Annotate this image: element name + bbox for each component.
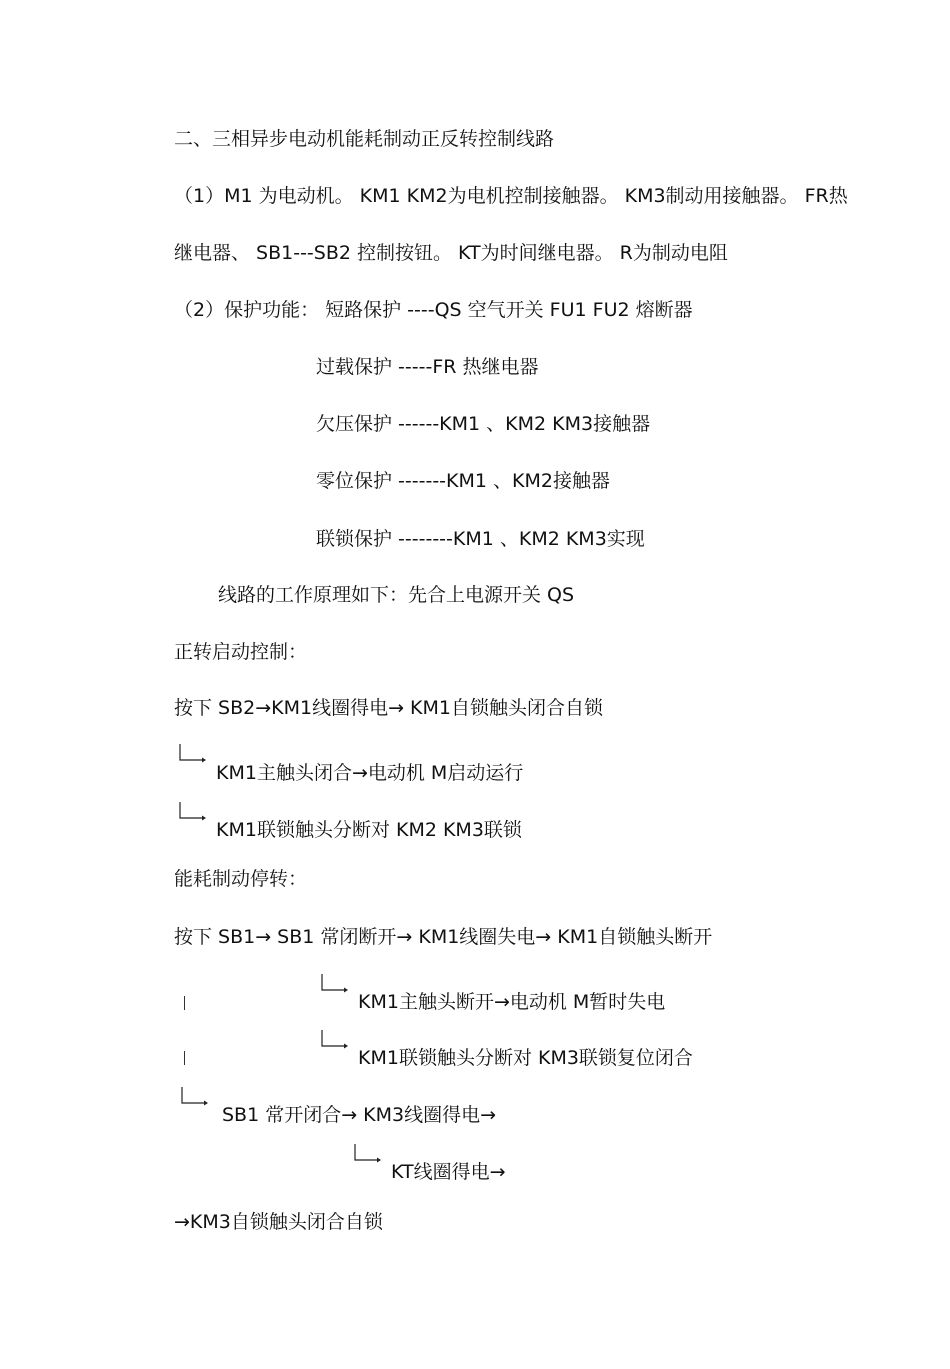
forward-step-1: 按下 SB2→KM1线圈得电→ KM1自锁触头闭合自锁 xyxy=(174,697,603,719)
brake-step-1: 按下 SB1→ SB1 常闭断开→ KM1线圈失电→ KM1自锁触头断开 xyxy=(174,926,713,948)
protection-line-undervoltage: 欠压保护 ------KM1 、KM2 KM3接触器 xyxy=(316,413,651,435)
protection-line-interlock: 联锁保护 --------KM1 、KM2 KM3实现 xyxy=(316,528,645,550)
protection-line-zero-position: 零位保护 -------KM1 、KM2接触器 xyxy=(316,470,610,492)
continuation-bar xyxy=(184,996,185,1010)
continuation-bar xyxy=(184,1051,185,1065)
forward-step-3: KM1联锁触头分断对 KM2 KM3联锁 xyxy=(216,819,522,841)
brake-stop-heading: 能耗制动停转： xyxy=(174,868,308,890)
corner-arrow-icon xyxy=(320,972,350,996)
component-list-line-1: （1）M1 为电动机。 KM1 KM2为电机控制接触器。 KM3制动用接触器。 FR热 xyxy=(174,185,848,207)
forward-step-2: KM1主触头闭合→电动机 M启动运行 xyxy=(216,762,524,784)
protection-line-short-circuit: （2）保护功能： 短路保护 ----QS 空气开关 FU1 FU2 熔断器 xyxy=(174,299,693,321)
corner-arrow-icon xyxy=(178,800,208,824)
protection-line-overload: 过载保护 -----FR 热继电器 xyxy=(316,356,539,378)
corner-arrow-icon xyxy=(353,1142,383,1166)
brake-step-3: KM1联锁触头分断对 KM3联锁复位闭合 xyxy=(358,1047,693,1069)
corner-arrow-icon xyxy=(180,1085,210,1109)
section-title: 二、三相异步电动机能耗制动正反转控制线路 xyxy=(174,128,555,150)
corner-arrow-icon xyxy=(320,1028,350,1052)
component-list-line-2: 继电器、 SB1---SB2 控制按钮。 KT为时间继电器。 R为制动电阻 xyxy=(174,242,728,264)
corner-arrow-icon xyxy=(178,742,208,766)
brake-step-4: SB1 常开闭合→ KM3线圈得电→ xyxy=(222,1104,497,1126)
principle-intro: 线路的工作原理如下：先合上电源开关 QS xyxy=(218,584,575,606)
forward-start-heading: 正转启动控制： xyxy=(174,641,308,663)
brake-step-6: →KM3自锁触头闭合自锁 xyxy=(174,1211,383,1233)
brake-step-2: KM1主触头断开→电动机 M暂时失电 xyxy=(358,991,666,1013)
brake-step-5: KT线圈得电→ xyxy=(391,1161,506,1183)
